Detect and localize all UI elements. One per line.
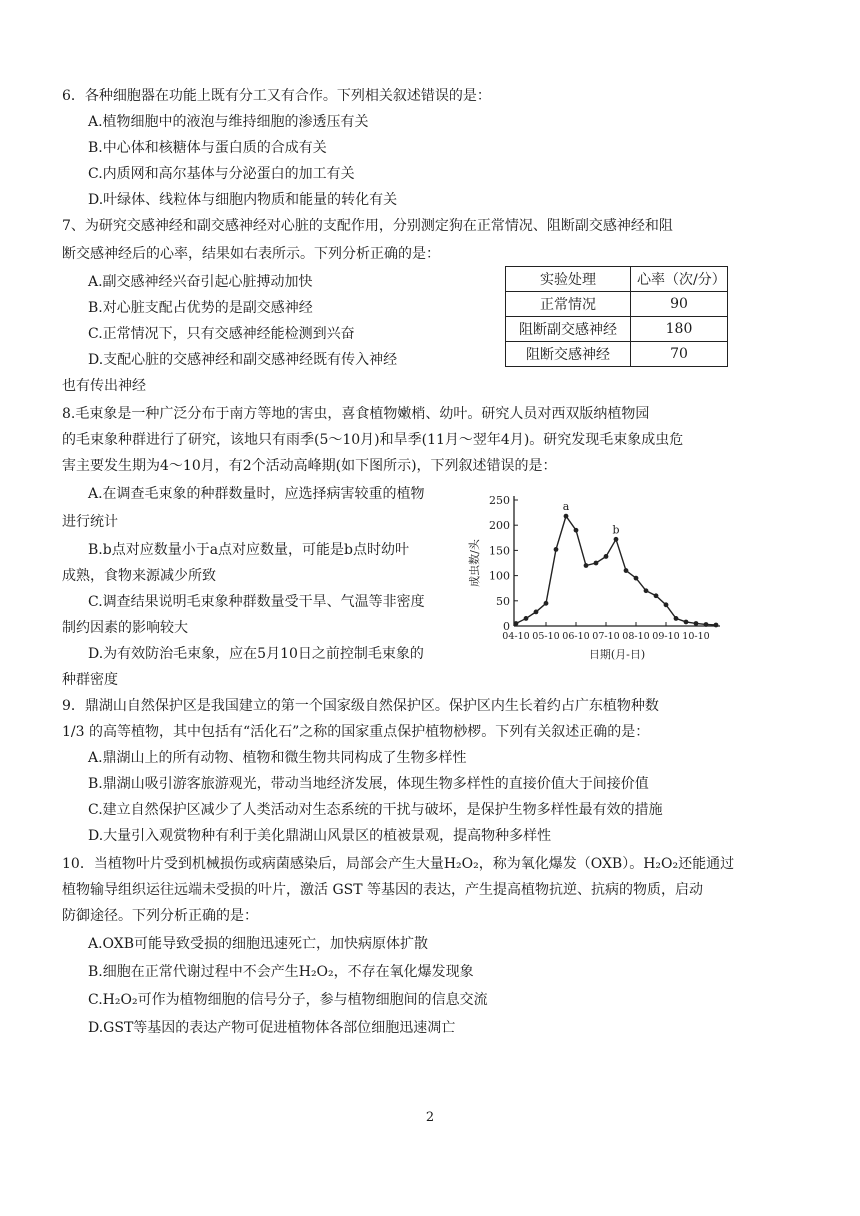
- x-tick-label: 07-10: [592, 631, 620, 642]
- y-tick-label: 50: [496, 594, 510, 608]
- y-axis-label: 成虫数/头: [468, 539, 481, 587]
- q9-stem-line-1: 9．鼎湖山自然保护区是我国建立的第一个国家级自然保护区。保护区内生长着约占广东植物种数: [62, 698, 659, 714]
- table-header-heart-rate: 心率（次/分）: [631, 267, 728, 292]
- table-header-row: [506, 267, 728, 292]
- q7-option-d-continued: 也有传出神经: [62, 378, 146, 394]
- q8-option-d-continued: 种群密度: [62, 672, 118, 688]
- data-point: [564, 514, 569, 519]
- table-cell: 70: [631, 342, 728, 367]
- q9-option-c: C.建立自然保护区减少了人类活动对生态系统的干扰与破坏，是保护生物多样性最有效的措施: [88, 802, 663, 818]
- data-point: [624, 568, 629, 573]
- data-point: [574, 528, 579, 533]
- data-point: [584, 563, 589, 568]
- q8-stem-line-3: 害主要发生期为4～10月，有2个活动高峰期(如下图所示)，下列叙述错误的是：: [62, 458, 557, 474]
- x-tick-label: 05-10: [532, 631, 560, 642]
- data-point: [554, 547, 559, 552]
- q7-stem-line-1: 7、为研究交感神经和副交感神经对心脏的支配作用，分别测定狗在正常情况、阻断副交感神经和阻: [62, 218, 673, 234]
- data-point: [644, 588, 649, 593]
- q6-option-a: A.植物细胞中的液泡与维持细胞的渗透压有关: [88, 114, 369, 130]
- data-point: [634, 576, 639, 581]
- table-cell: 90: [631, 292, 728, 317]
- data-point: [514, 621, 519, 626]
- y-tick-label: 0: [503, 620, 510, 633]
- data-point: [594, 561, 599, 566]
- table-cell: 阻断副交感神经: [506, 317, 631, 342]
- q7-stem-line-2: 断交感神经后的心率，结果如右表所示。下列分析正确的是：: [62, 246, 440, 262]
- q8-option-a-continued: 进行统计: [62, 514, 118, 530]
- q8-option-d: D.为有效防治毛束象，应在5月10日之前控制毛束象的: [88, 646, 424, 662]
- q10-option-c: C.H₂O₂可作为植物细胞的信号分子，参与植物细胞间的信息交流: [88, 992, 488, 1008]
- q6-stem: 6．各种细胞器在功能上既有分工又有合作。下列相关叙述错误的是：: [62, 88, 491, 104]
- table-row: [506, 292, 728, 317]
- data-point: [654, 593, 659, 598]
- q8-option-c: C.调查结果说明毛束象种群数量受干旱、气温等非密度: [88, 594, 425, 610]
- q9-option-a: A.鼎湖山上的所有动物、植物和微生物共同构成了生物多样性: [88, 750, 467, 766]
- x-tick-label: 06-10: [562, 631, 590, 642]
- data-point: [664, 602, 669, 607]
- q8-option-a: A.在调查毛束象的种群数量时，应选择病害较重的植物: [88, 486, 425, 502]
- q10-stem-line-3: 防御途径。下列分析正确的是：: [62, 908, 258, 924]
- q8-stem-line-1: 8.毛束象是一种广泛分布于南方等地的害虫，喜食植物嫩梢、幼叶。研究人员对西双版纳植物园: [62, 406, 650, 422]
- q9-option-d: D.大量引入观赏物种有利于美化鼎湖山风景区的植被景观，提高物种多样性: [88, 828, 552, 844]
- y-tick-label: 100: [489, 569, 510, 583]
- peak-annotation-label: a: [562, 500, 570, 514]
- q8-option-b: B.b点对应数量小于a点对应数量，可能是b点时幼叶: [88, 542, 410, 558]
- data-point: [714, 623, 719, 628]
- table-header-treatment: 实验处理: [506, 267, 631, 292]
- y-tick-label: 200: [489, 519, 510, 533]
- data-point: [534, 609, 539, 614]
- q6-option-d: D.叶绿体、线粒体与细胞内物质和能量的转化有关: [88, 192, 398, 208]
- q9-option-b: B.鼎湖山吸引游客旅游观光，带动当地经济发展，体现生物多样性的直接价值大于间接价值: [88, 776, 649, 792]
- data-point: [524, 616, 529, 621]
- q6-option-b: B.中心体和核糖体与蛋白质的合成有关: [88, 140, 327, 156]
- data-point: [674, 616, 679, 621]
- data-point: [694, 621, 699, 626]
- data-point: [614, 537, 619, 542]
- table-cell: 180: [631, 317, 728, 342]
- page-number: 2: [425, 1110, 435, 1125]
- x-tick-label: 08-10: [622, 631, 650, 642]
- q10-stem-line-2: 植物输导组织运往远端未受损的叶片，激活 GST 等基因的表达，产生提高植物抗逆、抗病的物质，启动: [62, 882, 704, 898]
- y-tick-label: 150: [489, 544, 510, 558]
- table-cell: 正常情况: [506, 292, 631, 317]
- q7-option-a: A.副交感神经兴奋引起心脏搏动加快: [88, 274, 313, 290]
- q7-option-b: B.对心脏支配占优势的是副交感神经: [88, 300, 313, 316]
- data-point: [544, 601, 549, 606]
- data-point: [704, 622, 709, 627]
- q7-option-c: C.正常情况下，只有交感神经能检测到兴奋: [88, 326, 355, 342]
- x-tick-label: 09-10: [652, 631, 680, 642]
- table-row: [506, 342, 728, 367]
- data-point: [604, 554, 609, 559]
- x-tick-label: 04-10: [502, 631, 530, 642]
- q7-option-d: D.支配心脏的交感神经和副交感神经既有传入神经: [88, 352, 398, 368]
- q8-option-c-continued: 制约因素的影响较大: [62, 620, 188, 636]
- q10-option-b: B.细胞在正常代谢过程中不会产生H₂O₂，不存在氧化爆发现象: [88, 964, 474, 980]
- q9-stem-line-2: 1/3 的高等植物，其中包括有“活化石”之称的国家重点保护植物桫椤。下列有关叙述正确的是：: [62, 724, 650, 740]
- table-row: [506, 317, 728, 342]
- q10-option-d: D.GST等基因的表达产物可促进植物体各部位细胞迅速凋亡: [88, 1020, 456, 1036]
- population-line-chart: [462, 486, 732, 666]
- q10-option-a: A.OXB可能导致受损的细胞迅速死亡，加快病原体扩散: [88, 936, 429, 952]
- q8-option-b-continued: 成熟，食物来源减少所致: [62, 568, 216, 584]
- q6-option-c: C.内质网和高尔基体与分泌蛋白的加工有关: [88, 166, 355, 182]
- x-tick-label: 10-10: [682, 631, 710, 642]
- y-tick-label: 250: [489, 494, 510, 507]
- q8-stem-line-2: 的毛束象种群进行了研究，该地只有雨季(5～10月)和旱季(11月～翌年4月)。研究发现毛束象成虫危: [62, 432, 684, 448]
- q10-stem-line-1: 10．当植物叶片受到机械损伤或病菌感染后，局部会产生大量H₂O₂，称为氧化爆发（OXB）。H₂O₂还能通过: [62, 856, 735, 872]
- peak-annotation-label: b: [612, 523, 620, 537]
- table-cell: 阻断交感神经: [506, 342, 631, 367]
- heart-rate-table: [505, 266, 728, 367]
- x-axis-label: 日期(月-日): [588, 648, 646, 661]
- data-point: [684, 620, 689, 625]
